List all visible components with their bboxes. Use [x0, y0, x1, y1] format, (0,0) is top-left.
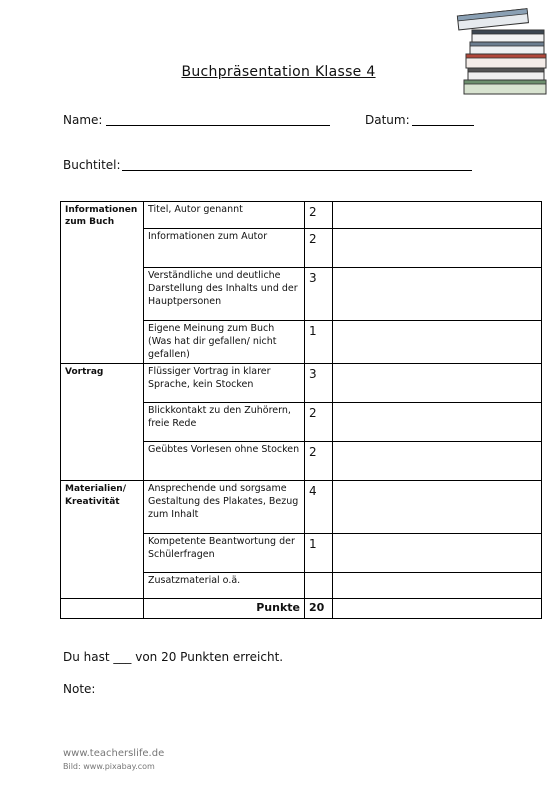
criterion-cell: Flüssiger Vortrag in klarer Sprache, kein Stocken	[144, 364, 305, 403]
score-cell[interactable]	[333, 442, 542, 481]
category-cell: Informationen zum Buch	[61, 202, 144, 364]
points-cell: 1	[305, 534, 333, 573]
result-suffix: von 20 Punkten erreicht.	[135, 650, 284, 664]
table-row	[61, 481, 542, 534]
total-value: 20	[305, 599, 333, 619]
points-cell: 2	[305, 403, 333, 442]
buchtitel-line[interactable]	[122, 170, 472, 171]
score-cell[interactable]	[333, 403, 542, 442]
datum-line[interactable]	[412, 125, 474, 126]
total-score-cell[interactable]	[333, 599, 542, 619]
category-cell: Vortrag	[61, 364, 144, 481]
criterion-cell: Zusatzmaterial o.ä.	[144, 573, 305, 599]
score-cell[interactable]	[333, 534, 542, 573]
points-cell: 3	[305, 268, 333, 321]
category-cell: Materialien/ Kreativität	[61, 481, 144, 599]
total-row	[61, 599, 542, 619]
points-cell: 1	[305, 321, 333, 364]
score-cell[interactable]	[333, 364, 542, 403]
criterion-cell: Titel, Autor genannt	[144, 202, 305, 229]
footer-site[interactable]: www.teacherslife.de	[63, 748, 165, 759]
criterion-cell: Ansprechende und sorgsame Gestaltung des Plakates, Bezug zum Inhalt	[144, 481, 305, 534]
note-label: Note:	[63, 682, 96, 696]
criterion-cell: Verständliche und deutliche Darstellung des Inhalts und der Hauptpersonen	[144, 268, 305, 321]
score-cell[interactable]	[333, 321, 542, 364]
total-label: Punkte	[144, 599, 305, 619]
result-prefix: Du hast	[63, 650, 110, 664]
criterion-cell: Geübtes Vorlesen ohne Stocken	[144, 442, 305, 481]
criterion-cell: Eigene Meinung zum Buch (Was hat dir gefallen/ nicht gefallen)	[144, 321, 305, 364]
criterion-cell: Kompetente Beantwortung der Schülerfragen	[144, 534, 305, 573]
points-cell: 4	[305, 481, 333, 534]
table-row	[61, 202, 542, 229]
criterion-cell: Blickkontakt zu den Zuhörern, freie Rede	[144, 403, 305, 442]
page-title: Buchpräsentation Klasse 4	[181, 64, 376, 80]
points-cell	[305, 573, 333, 599]
rubric-table	[60, 201, 542, 619]
table-row	[61, 364, 542, 403]
points-cell: 2	[305, 229, 333, 268]
result-blank[interactable]: ___	[113, 650, 132, 664]
datum-label: Datum:	[365, 113, 410, 127]
score-cell[interactable]	[333, 229, 542, 268]
score-cell[interactable]	[333, 573, 542, 599]
criterion-cell: Informationen zum Autor	[144, 229, 305, 268]
book-stack-icon	[456, 6, 550, 98]
score-cell[interactable]	[333, 481, 542, 534]
result-sentence	[63, 650, 283, 664]
name-label: Name:	[63, 113, 103, 127]
buchtitel-label: Buchtitel:	[63, 158, 121, 172]
points-cell: 2	[305, 442, 333, 481]
points-cell: 2	[305, 202, 333, 229]
name-line[interactable]	[106, 125, 330, 126]
footer-credit: Bild: www.pixabay.com	[63, 762, 155, 771]
score-cell[interactable]	[333, 268, 542, 321]
score-cell[interactable]	[333, 202, 542, 229]
points-cell: 3	[305, 364, 333, 403]
